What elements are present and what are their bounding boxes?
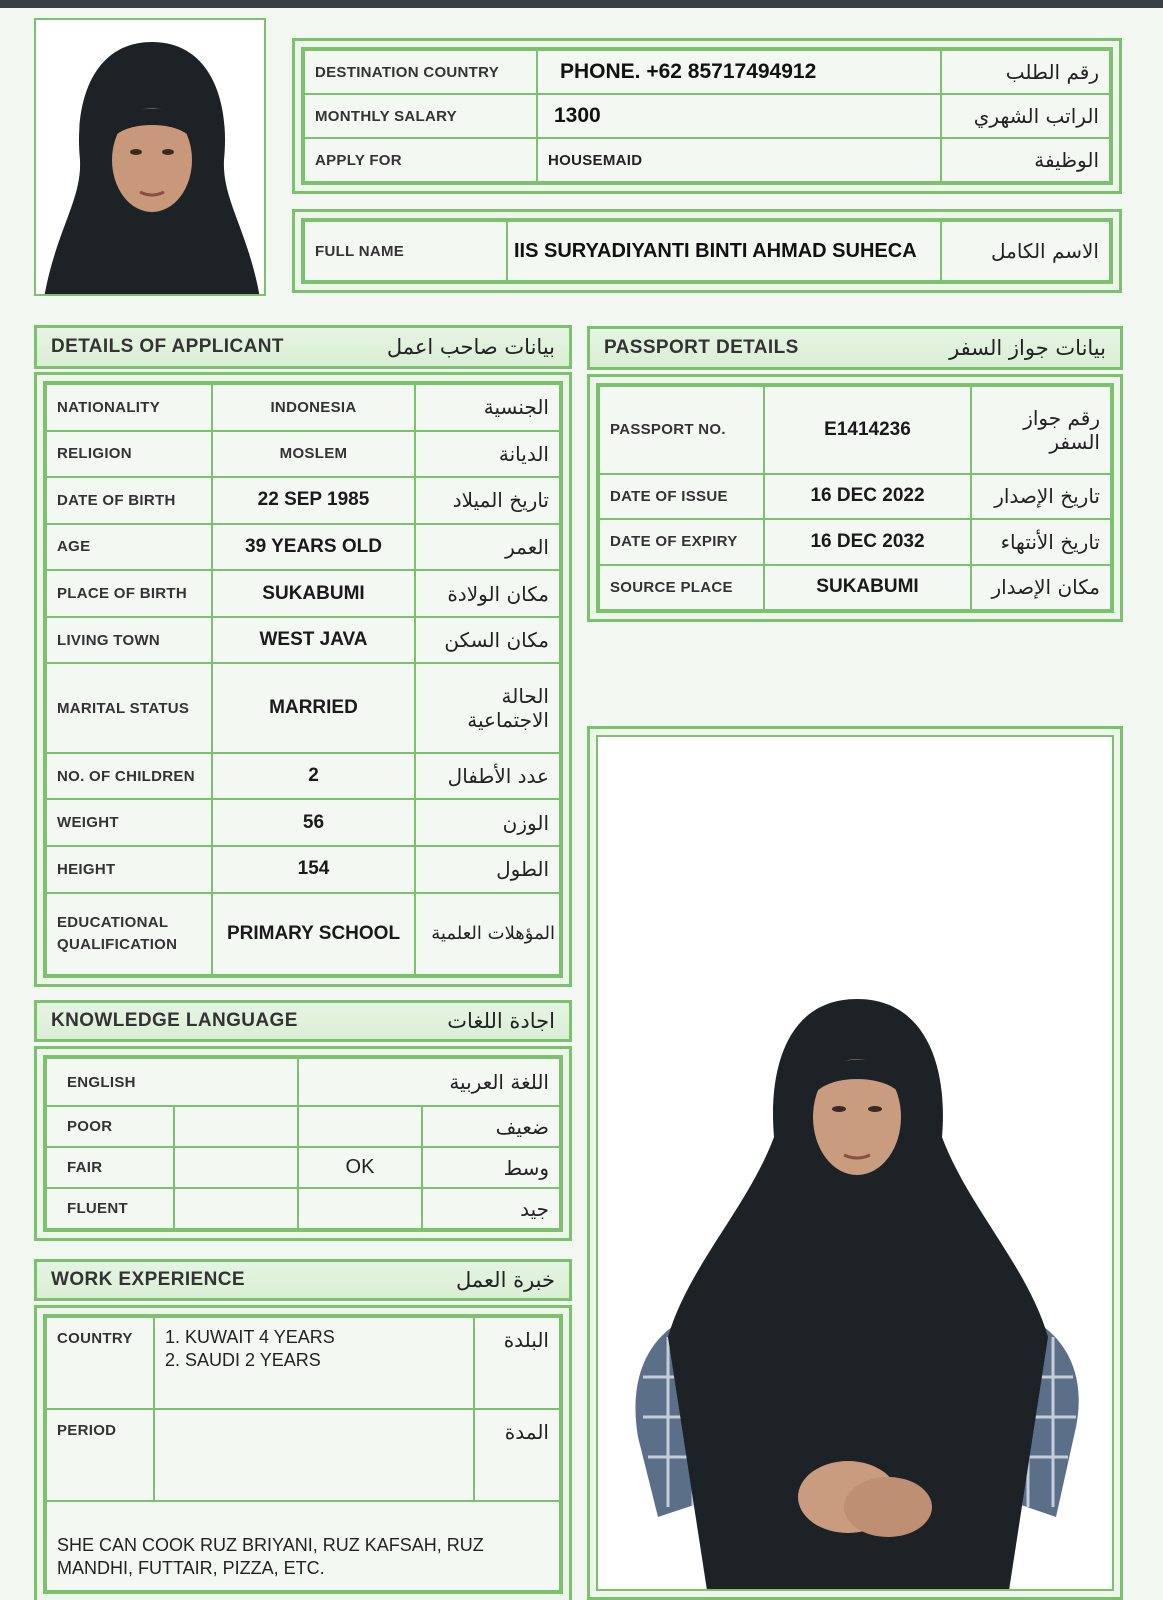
table-row — [599, 565, 1111, 611]
apply-label: APPLY FOR — [304, 138, 537, 182]
fair-arabic-label: وسط — [422, 1147, 560, 1188]
education-label: EDUCATIONAL QUALIFICATION — [46, 893, 212, 975]
source-place-value: SUKABUMI — [764, 565, 971, 611]
apply-arabic: الوظيفة — [941, 138, 1110, 182]
expiry-date-value: 16 DEC 2032 — [764, 519, 971, 565]
table-row — [46, 799, 560, 846]
fluent-arabic-value — [298, 1188, 422, 1229]
religion-arabic: الديانة — [415, 431, 560, 478]
children-arabic: عدد الأطفال — [415, 753, 560, 800]
table-row — [46, 1147, 560, 1188]
job-info-frame — [292, 38, 1122, 194]
expiry-date-label: DATE OF EXPIRY — [599, 519, 764, 565]
country-item-1: 1. KUWAIT 4 YEARS — [165, 1327, 335, 1347]
marital-arabic: الحالة الاجتماعية — [415, 663, 560, 753]
dob-label: DATE OF BIRTH — [46, 477, 212, 524]
language-header — [34, 1000, 572, 1042]
experience-frame — [34, 1305, 572, 1600]
apply-row — [304, 138, 1110, 182]
dob-value: 22 SEP 1985 — [212, 477, 415, 524]
children-label: NO. OF CHILDREN — [46, 753, 212, 800]
experience-title-arabic: خبرة العمل — [456, 1268, 555, 1292]
issue-date-arabic: تاريخ الإصدار — [971, 474, 1111, 520]
table-row — [46, 384, 560, 431]
expiry-date-arabic: تاريخ الأنتهاء — [971, 519, 1111, 565]
table-row — [46, 1317, 560, 1409]
table-row — [46, 753, 560, 800]
nationality-arabic: الجنسية — [415, 384, 560, 431]
fair-english-value — [174, 1147, 298, 1188]
destination-arabic: رقم الطلب — [941, 50, 1110, 94]
living-town-value: WEST JAVA — [212, 617, 415, 664]
destination-row — [304, 50, 1110, 94]
age-arabic: العمر — [415, 524, 560, 571]
passport-no-label: PASSPORT NO. — [599, 386, 764, 474]
table-row — [599, 386, 1111, 474]
table-row — [46, 893, 560, 975]
experience-title: WORK EXPERIENCE — [51, 1269, 245, 1290]
table-row — [599, 474, 1111, 520]
applicant-table — [45, 383, 561, 976]
passport-frame — [587, 374, 1123, 622]
language-frame — [34, 1046, 572, 1241]
religion-label: RELIGION — [46, 431, 212, 478]
experience-table — [45, 1316, 561, 1592]
country-item-2: 2. SAUDI 2 YEARS — [165, 1350, 321, 1370]
source-place-arabic: مكان الإصدار — [971, 565, 1111, 611]
pob-label: PLACE OF BIRTH — [46, 570, 212, 617]
height-arabic: الطول — [415, 846, 560, 893]
applicant-header — [34, 325, 572, 369]
passport-table — [598, 385, 1112, 611]
education-value: PRIMARY SCHOOL — [212, 893, 415, 975]
height-label: HEIGHT — [46, 846, 212, 893]
weight-value: 56 — [212, 799, 415, 846]
nationality-label: NATIONALITY — [46, 384, 212, 431]
table-row — [46, 1188, 560, 1229]
language-title: KNOWLEDGE LANGUAGE — [51, 1010, 298, 1031]
table-row — [46, 431, 560, 478]
table-row — [46, 663, 560, 753]
destination-label: DESTINATION COUNTRY — [304, 50, 537, 94]
education-arabic: المؤهلات العلمية — [415, 893, 560, 975]
table-row — [46, 477, 560, 524]
passport-header — [587, 326, 1123, 370]
weight-arabic: الوزن — [415, 799, 560, 846]
fluent-english-value — [174, 1188, 298, 1229]
full-name-table — [303, 220, 1111, 282]
source-place-label: SOURCE PLACE — [599, 565, 764, 611]
portrait-photo — [34, 18, 266, 296]
apply-value: HOUSEMAID — [537, 138, 941, 182]
salary-value: 1300 — [537, 94, 941, 138]
passport-title: PASSPORT DETAILS — [604, 337, 799, 358]
destination-value: PHONE. +62 85717494912 — [537, 50, 941, 94]
salary-label: MONTHLY SALARY — [304, 94, 537, 138]
height-value: 154 — [212, 846, 415, 893]
poor-english-value — [174, 1106, 298, 1147]
country-list — [154, 1317, 474, 1409]
arabic-language-label: اللغة العربية — [298, 1058, 560, 1106]
job-info-table — [303, 49, 1111, 183]
passport-no-value: E1414236 — [764, 386, 971, 474]
full-name-arabic: الاسم الكامل — [941, 221, 1110, 281]
weight-label: WEIGHT — [46, 799, 212, 846]
nationality-value: INDONESIA — [212, 384, 415, 431]
table-row — [46, 1501, 560, 1591]
fluent-label: FLUENT — [46, 1188, 174, 1229]
full-body-photo-frame — [587, 726, 1123, 1600]
country-arabic: البلدة — [474, 1317, 560, 1409]
fluent-arabic-label: جيد — [422, 1188, 560, 1229]
full-name-frame — [292, 209, 1122, 293]
table-row — [46, 846, 560, 893]
fair-arabic-value: OK — [298, 1147, 422, 1188]
language-table — [45, 1057, 561, 1230]
applicant-title: DETAILS OF APPLICANT — [51, 336, 284, 357]
table-row — [46, 617, 560, 664]
table-row — [46, 570, 560, 617]
salary-arabic: الراتب الشهري — [941, 94, 1110, 138]
age-value: 39 YEARS OLD — [212, 524, 415, 571]
marital-label: MARITAL STATUS — [46, 663, 212, 753]
applicant-frame — [34, 372, 572, 987]
table-row — [599, 519, 1111, 565]
full-name-label: FULL NAME — [304, 221, 507, 281]
poor-arabic-label: ضعيف — [422, 1106, 560, 1147]
dob-arabic: تاريخ الميلاد — [415, 477, 560, 524]
passport-no-arabic: رقم جواز السفر — [971, 386, 1111, 474]
cooking-note: SHE CAN COOK RUZ BRIYANI, RUZ KAFSAH, RUZ MANDHI, FUTTAIR, PIZZA, ETC. — [46, 1501, 560, 1591]
period-value — [154, 1409, 474, 1501]
applicant-title-arabic: بيانات صاحب اعمل — [386, 335, 555, 359]
pob-value: SUKABUMI — [212, 570, 415, 617]
table-row — [46, 524, 560, 571]
passport-title-arabic: بيانات جواز السفر — [949, 336, 1106, 360]
full-name-value: IIS SURYADIYANTI BINTI AHMAD SUHECA — [507, 221, 941, 281]
salary-row — [304, 94, 1110, 138]
living-town-label: LIVING TOWN — [46, 617, 212, 664]
religion-value: MOSLEM — [212, 431, 415, 478]
issue-date-value: 16 DEC 2022 — [764, 474, 971, 520]
country-label: COUNTRY — [46, 1317, 154, 1409]
table-row — [46, 1058, 560, 1106]
fair-label: FAIR — [46, 1147, 174, 1188]
experience-header — [34, 1259, 572, 1301]
issue-date-label: DATE OF ISSUE — [599, 474, 764, 520]
marital-value: MARRIED — [212, 663, 415, 753]
period-label: PERIOD — [46, 1409, 154, 1501]
poor-arabic-value — [298, 1106, 422, 1147]
children-value: 2 — [212, 753, 415, 800]
poor-label: POOR — [46, 1106, 174, 1147]
age-label: AGE — [46, 524, 212, 571]
top-edge — [0, 0, 1163, 8]
language-title-arabic: اجادة اللغات — [447, 1009, 555, 1033]
period-arabic: المدة — [474, 1409, 560, 1501]
english-label: ENGLISH — [46, 1058, 298, 1106]
portrait-person-icon — [36, 20, 266, 296]
living-town-arabic: مكان السكن — [415, 617, 560, 664]
pob-arabic: مكان الولادة — [415, 570, 560, 617]
table-row — [46, 1409, 560, 1501]
full-body-person-icon — [598, 737, 1114, 1591]
table-row — [46, 1106, 560, 1147]
